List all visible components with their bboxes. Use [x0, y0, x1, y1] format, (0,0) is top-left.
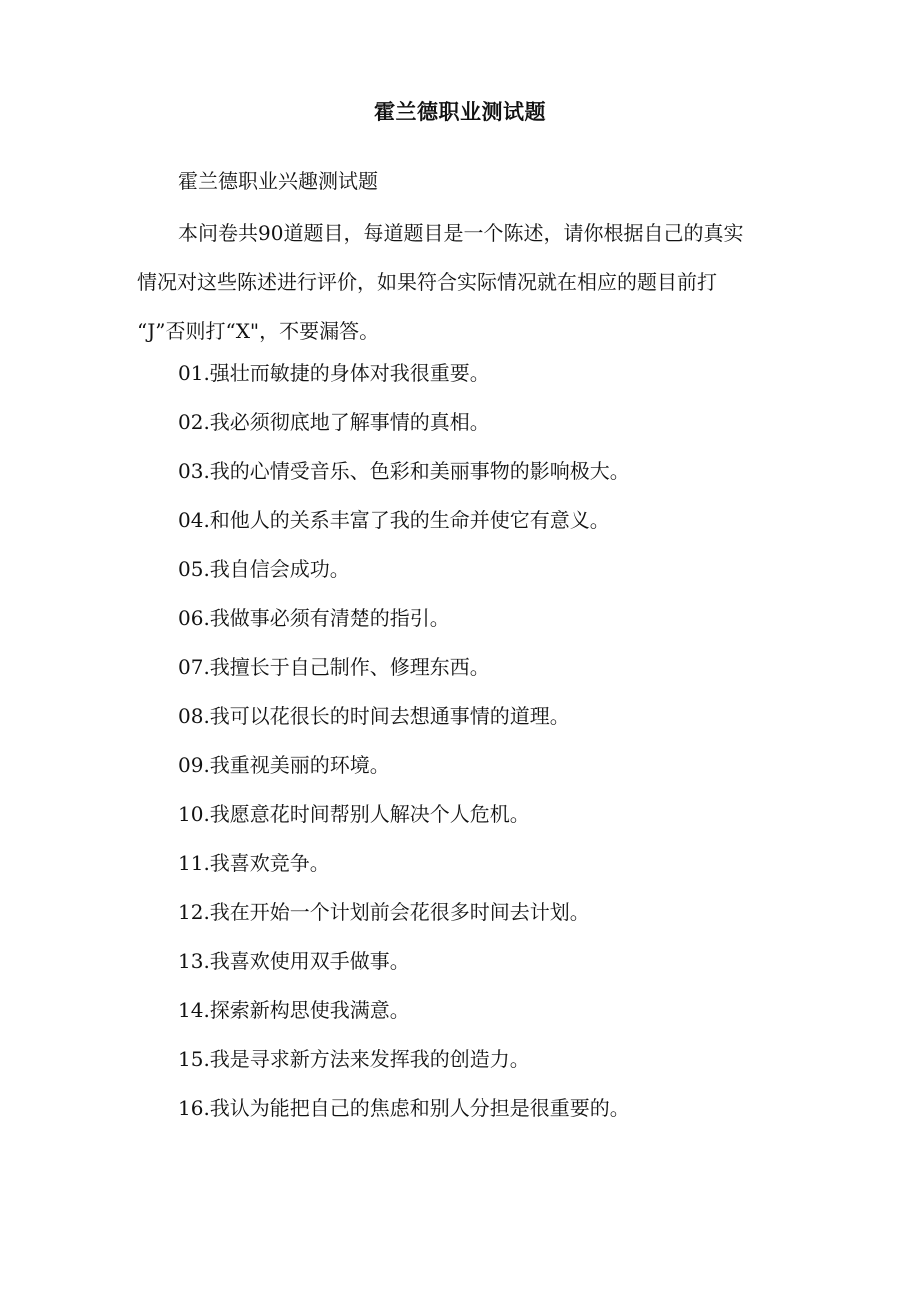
question-item: 11.我喜欢竞争。: [178, 851, 330, 875]
question-item: 14.探索新构思使我满意。: [178, 998, 410, 1022]
page-title: 霍兰德职业测试题: [374, 99, 546, 124]
question-item: 02.我必须彻底地了解事情的真相。: [178, 410, 490, 434]
question-item: 12.我在开始一个计划前会花很多时间去计划。: [178, 900, 590, 924]
intro-line-1: 本问卷共90道题目，每道题目是一个陈述，请你根据自己的真实: [178, 221, 744, 245]
question-item: 08.我可以花很长的时间去想通事情的道理。: [178, 704, 570, 728]
question-item: 13.我喜欢使用双手做事。: [178, 949, 410, 973]
intro-line-3: “J”否则打“X"，不要漏答。: [137, 319, 380, 343]
question-item: 16.我认为能把自己的焦虑和别人分担是很重要的。: [178, 1096, 630, 1120]
question-item: 06.我做事必须有清楚的指引。: [178, 606, 450, 630]
question-item: 03.我的心情受音乐、色彩和美丽事物的影响极大。: [178, 459, 630, 483]
question-item: 15.我是寻求新方法来发挥我的创造力。: [178, 1047, 530, 1071]
subtitle: 霍兰德职业兴趣测试题: [178, 169, 378, 193]
intro-paragraph: [137, 209, 797, 356]
question-item: 01.强壮而敏捷的身体对我很重要。: [178, 361, 490, 385]
question-item: 07.我擅长于自己制作、修理东西。: [178, 655, 490, 679]
question-item: 09.我重视美丽的环境。: [178, 753, 390, 777]
intro-line-2: 情况对这些陈述进行评价，如果符合实际情况就在相应的题目前打: [137, 270, 717, 294]
question-item: 04.和他人的关系丰富了我的生命并使它有意义。: [178, 508, 610, 532]
question-list: [178, 358, 630, 1142]
question-item: 10.我愿意花时间帮别人解决个人危机。: [178, 802, 530, 826]
question-item: 05.我自信会成功。: [178, 557, 350, 581]
